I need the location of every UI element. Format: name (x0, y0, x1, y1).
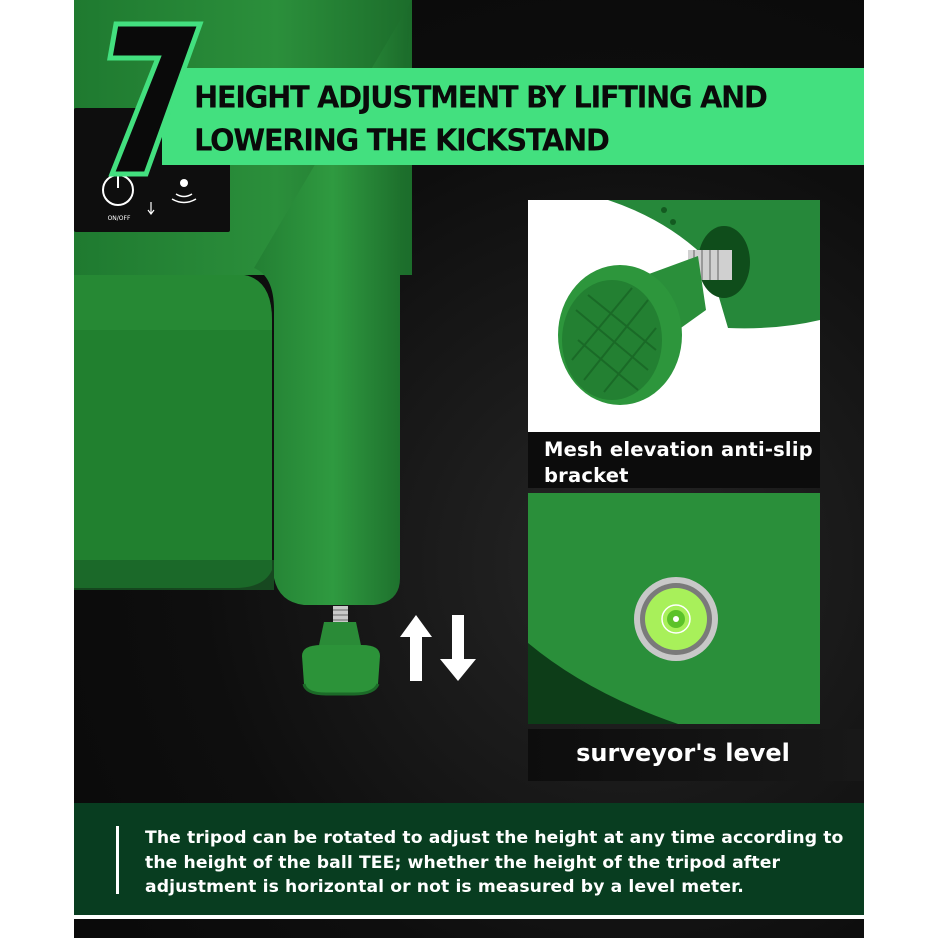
anti-slip-bracket-photo (528, 200, 820, 432)
surveyor-level-caption: surveyor's level (576, 739, 790, 767)
bottom-divider (74, 915, 864, 919)
product-panel (74, 0, 864, 938)
description-text: The tripod can be rotated to adjust the height at any time according to the height of the ball TEE; whether the height of the tripod after adjustment is horizontal or not is measured by a level meter. (145, 828, 844, 897)
up-down-arrows-icon (400, 615, 490, 681)
anti-slip-bracket-caption: Mesh elevation anti-slip bracket (544, 438, 813, 487)
surveyor-level-photo (528, 493, 820, 724)
step-number-badge (100, 18, 204, 178)
sensor-wave-icon (172, 179, 196, 203)
power-label: ON/OFF (107, 215, 131, 222)
page-title: HEIGHT ADJUSTMENT BY LIFTING AND LOWERING THE KICKSTAND (194, 79, 767, 158)
down-arrow-icon (148, 202, 154, 214)
step-number (114, 30, 115, 31)
description-rule (116, 826, 119, 894)
